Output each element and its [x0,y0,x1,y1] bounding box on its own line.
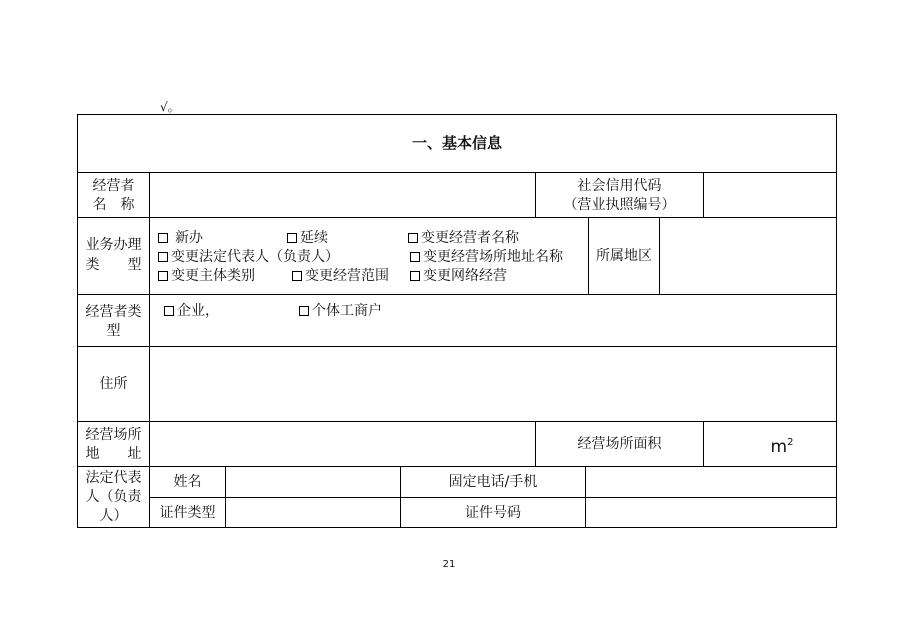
checkbox[interactable] [292,271,302,281]
premises-area-label: 经营场所面积 [577,436,662,452]
phone-label: 固定电话/手机 [448,474,538,490]
option-change-name[interactable] [408,229,519,247]
checkbox[interactable] [410,271,420,281]
option-individual[interactable] [299,302,382,320]
option-change-entity-type[interactable] [158,267,255,285]
checkbox[interactable] [408,233,418,243]
checkbox[interactable] [299,306,309,316]
option-change-legal-rep[interactable] [158,248,339,266]
checkbox[interactable] [158,252,168,262]
option-extend[interactable] [287,229,328,247]
residence-label: 住所 [99,376,128,392]
option-label: 变更经营范围 [305,268,389,284]
checkbox[interactable] [158,271,168,281]
checkbox[interactable] [410,252,420,262]
option-label: 变更经营者名称 [421,230,519,246]
option-label: 个体工商户 [312,303,382,319]
table-border-top [77,114,837,115]
table-border-bottom [77,527,837,528]
name-label: 姓名 [173,474,202,490]
area-unit [704,432,860,458]
area-unit-base: m [770,437,788,457]
option-label: 新办 [175,230,203,246]
operator-name-label-2: 名 称 [92,197,135,213]
option-new[interactable] [158,229,203,247]
id-type-field[interactable] [226,498,400,527]
option-label: 延续 [300,230,328,246]
credit-code-label-2: （营业执照编号） [563,197,676,213]
business-type-label-1: 业务办理 [85,237,142,253]
option-label: 变更主体类别 [171,268,255,284]
region-field[interactable] [660,218,836,294]
checkbox[interactable] [287,233,297,243]
checkbox[interactable] [164,306,174,316]
region-label: 所属地区 [596,248,652,264]
credit-code-label-1: 社会信用代码 [577,178,662,194]
page-number: 21 [442,559,456,570]
option-change-scope[interactable] [292,267,389,285]
legal-rep-label-1: 法定代表 [85,470,142,486]
area-unit-superscript: 2 [787,437,794,448]
option-label: 企业， [177,303,219,319]
option-label: 变更法定代表人（负责人） [171,249,339,265]
operator-type-label-1: 经营者类 [85,304,142,320]
option-change-online[interactable] [410,267,507,285]
premises-label-1: 经营场所 [85,427,142,443]
top-check-mark: √。 [160,100,180,114]
operator-name-field[interactable] [150,173,535,217]
option-enterprise[interactable] [164,302,219,320]
business-type-label-2: 类 型 [85,257,142,273]
credit-code-field[interactable] [704,173,836,217]
option-label: 变更经营场所地址名称 [423,249,563,265]
checkbox[interactable] [158,233,168,243]
id-number-label: 证件号码 [465,505,521,521]
id-number-field[interactable] [586,498,836,527]
id-type-label: 证件类型 [159,505,216,521]
name-field[interactable] [226,467,400,497]
operator-type-label-2: 型 [106,323,121,339]
legal-rep-label-2: 人（负责 [85,489,142,505]
premises-field[interactable] [150,422,535,466]
operator-name-label-1: 经营者 [92,178,135,194]
phone-field[interactable] [586,467,836,497]
option-label: 变更网络经营 [423,268,507,284]
row-divider [77,294,837,295]
legal-rep-label-3: 人） [99,508,128,524]
section-title: 一、基本信息 [411,134,502,152]
premises-label-2: 地 址 [85,446,142,462]
residence-field[interactable] [150,347,836,421]
option-change-address[interactable] [410,248,563,266]
